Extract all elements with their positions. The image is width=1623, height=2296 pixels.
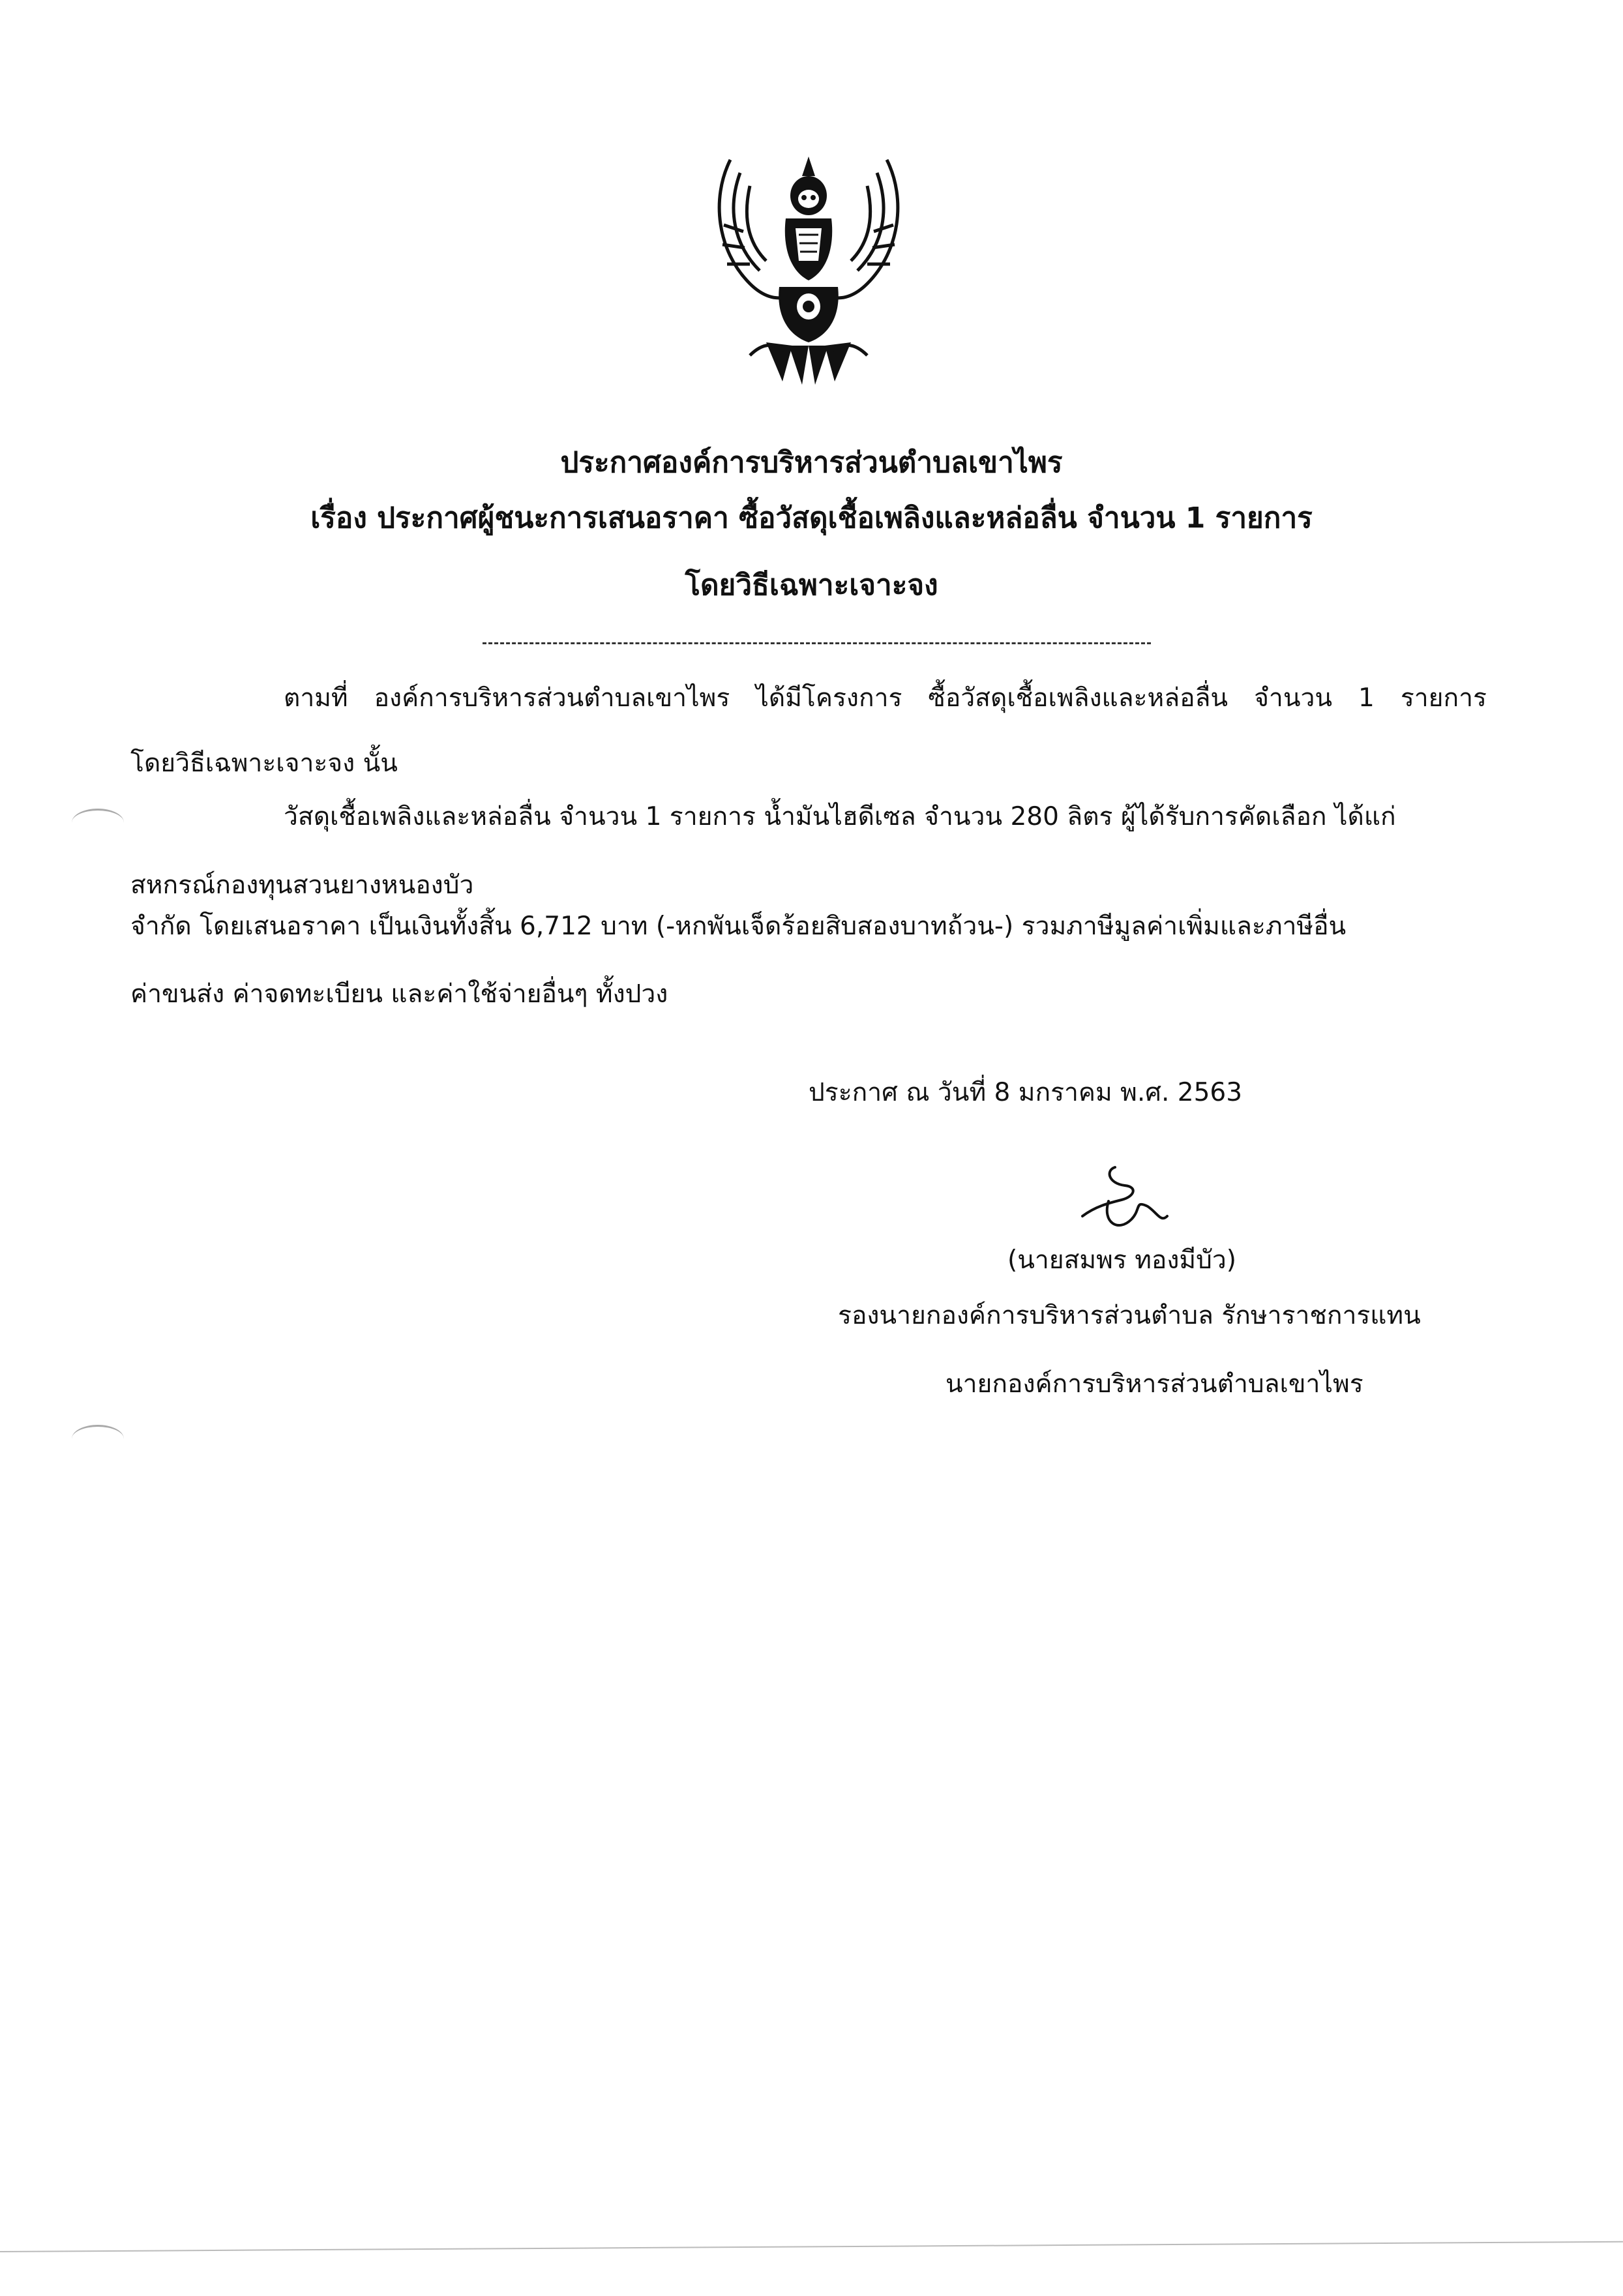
heading-line-1: ประกาศองค์การบริหารส่วนตำบลเขาไพร: [560, 446, 1063, 479]
body-paragraph-2: โดยวิธีเฉพาะเจาะจง นั้น: [130, 749, 398, 778]
body-paragraph-4: สหกรณ์กองทุนสวนยางหนองบัว: [130, 871, 474, 900]
body-word: องค์การบริหารส่วนตำบลเขาไพร: [374, 683, 730, 713]
signatory-name: (นายสมพร ทองมีบัว): [1007, 1245, 1236, 1275]
announce-date: ประกาศ ณ วันที่ 8 มกราคม พ.ศ. 2563: [809, 1078, 1243, 1107]
body-word: ตามที่: [284, 683, 348, 713]
punch-hole-mark: [72, 809, 124, 837]
body-word: จำนวน: [1254, 683, 1333, 713]
body-word: 1: [1358, 683, 1375, 713]
body-word: ได้มีโครงการ: [756, 683, 902, 713]
body-word: ซื้อวัสดุเชื้อเพลิงและหล่อลื่น: [928, 683, 1228, 713]
scan-edge-line: [0, 2241, 1623, 2252]
handwritten-signature: [1069, 1161, 1187, 1239]
punch-hole-mark: [72, 1425, 124, 1453]
body-paragraph-1: [284, 680, 1487, 717]
body-paragraph-6: ค่าขนส่ง ค่าจดทะเบียน และค่าใช้จ่ายอื่นๆ ทั้งปวง: [130, 979, 668, 1009]
signatory-position-1: รองนายกองค์การบริหารส่วนตำบล รักษาราชการแทน: [838, 1301, 1421, 1330]
body-word: รายการ: [1400, 683, 1487, 713]
dashed-divider: [483, 642, 1151, 644]
body-paragraph-5: จำกัด โดยเสนอราคา เป็นเงินทั้งสิ้น 6,712 บาท (-หกพันเจ็ดร้อยสิบสองบาทถ้วน-) รวมภาษีมูลค่าเพิ่มและภาษีอื่น: [130, 912, 1347, 941]
signatory-position-2: นายกองค์การบริหารส่วนตำบลเขาไพร: [946, 1369, 1363, 1399]
heading-line-2: เรื่อง ประกาศผู้ชนะการเสนอราคา ซื้อวัสดุเชื้อเพลิงและหล่อลื่น จำนวน 1 รายการ: [310, 501, 1313, 535]
body-paragraph-3: วัสดุเชื้อเพลิงและหล่อลื่น จำนวน 1 รายการ น้ำมันไฮดีเซล จำนวน 280 ลิตร ผู้ได้รับการคัดเลือก ได้แก่: [284, 802, 1396, 831]
garuda-emblem-icon: [704, 147, 913, 388]
heading-line-3: โดยวิธีเฉพาะเจาะจง: [685, 569, 938, 602]
